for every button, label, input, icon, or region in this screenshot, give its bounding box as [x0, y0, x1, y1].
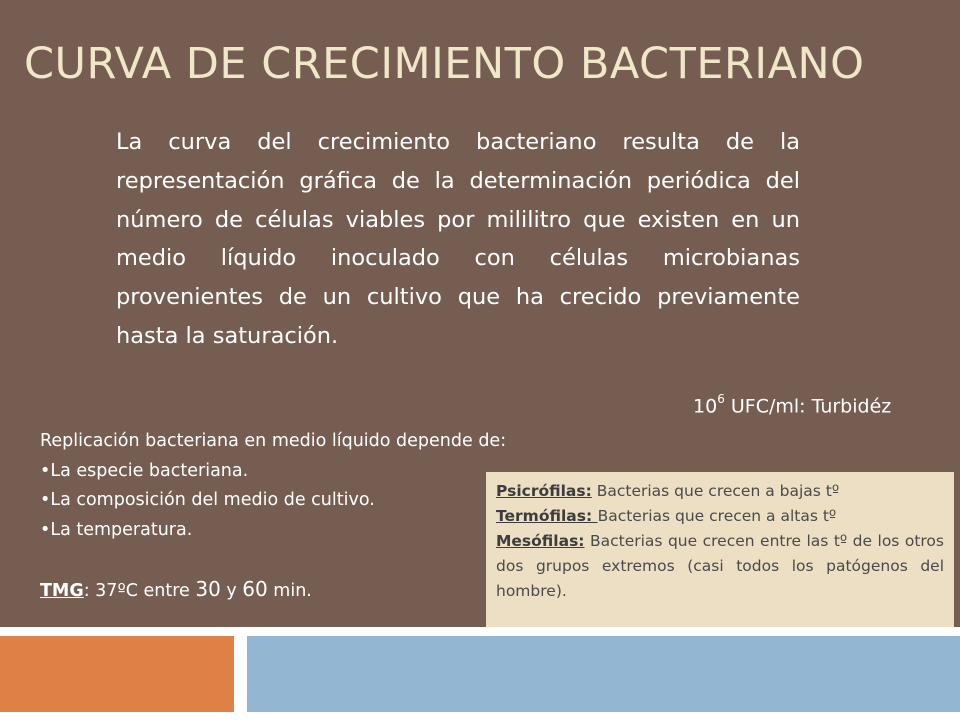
turbidity-note	[693, 388, 943, 419]
tmg-mid: y	[220, 580, 243, 601]
footer-blue-block	[247, 636, 960, 712]
group-term: Termófilas:	[496, 507, 598, 525]
group-description: Bacterias que crecen a bajas tº	[591, 482, 840, 500]
group-psicrofilas	[496, 479, 944, 504]
temperature-groups-box	[486, 472, 954, 627]
group-description: Bacterias que crecen entre las tº de los otros dos grupos extremos (casi todos los patógenos del hombre).	[496, 532, 944, 600]
intro-paragraph: La curva del crecimiento bacteriano resulta de la representación gráfica de la determinación periódica del número de células viables por mililitro que existen en un medio líquido inoculado con células microbianas provenientes de un cultivo que ha crecido previamente hasta la saturación.	[116, 129, 800, 349]
replication-heading: Replicación bacteriana en medio líquido depende de:	[40, 431, 507, 451]
group-term: Mesófilas:	[496, 532, 585, 550]
tmg-min: 30	[195, 576, 221, 601]
group-termofilas	[496, 504, 944, 529]
group-term: Psicrófilas:	[496, 482, 592, 500]
tmg-max: 60	[242, 576, 268, 601]
slide-title: CURVA DE CRECIMIENTO BACTERIANO	[24, 39, 865, 89]
footer-orange-block	[0, 636, 234, 712]
replication-item-species: •La especie bacteriana.	[40, 460, 249, 481]
turbidity-exponent: 6	[717, 392, 725, 406]
group-mesofilas	[496, 529, 944, 604]
turbidity-base: 10	[693, 395, 718, 418]
group-description: Bacterias que crecen a altas tº	[597, 507, 837, 525]
tmg-label: TMG	[40, 580, 84, 601]
replication-item-temperature: •La temperatura.	[40, 519, 193, 540]
turbidity-text: UFC/ml: Turbidéz	[724, 395, 892, 418]
tmg-suffix: min.	[267, 580, 312, 601]
replication-item-medium: •La composición del medio de cultivo.	[40, 490, 375, 510]
tmg-prefix: : 37ºC entre	[83, 580, 196, 601]
